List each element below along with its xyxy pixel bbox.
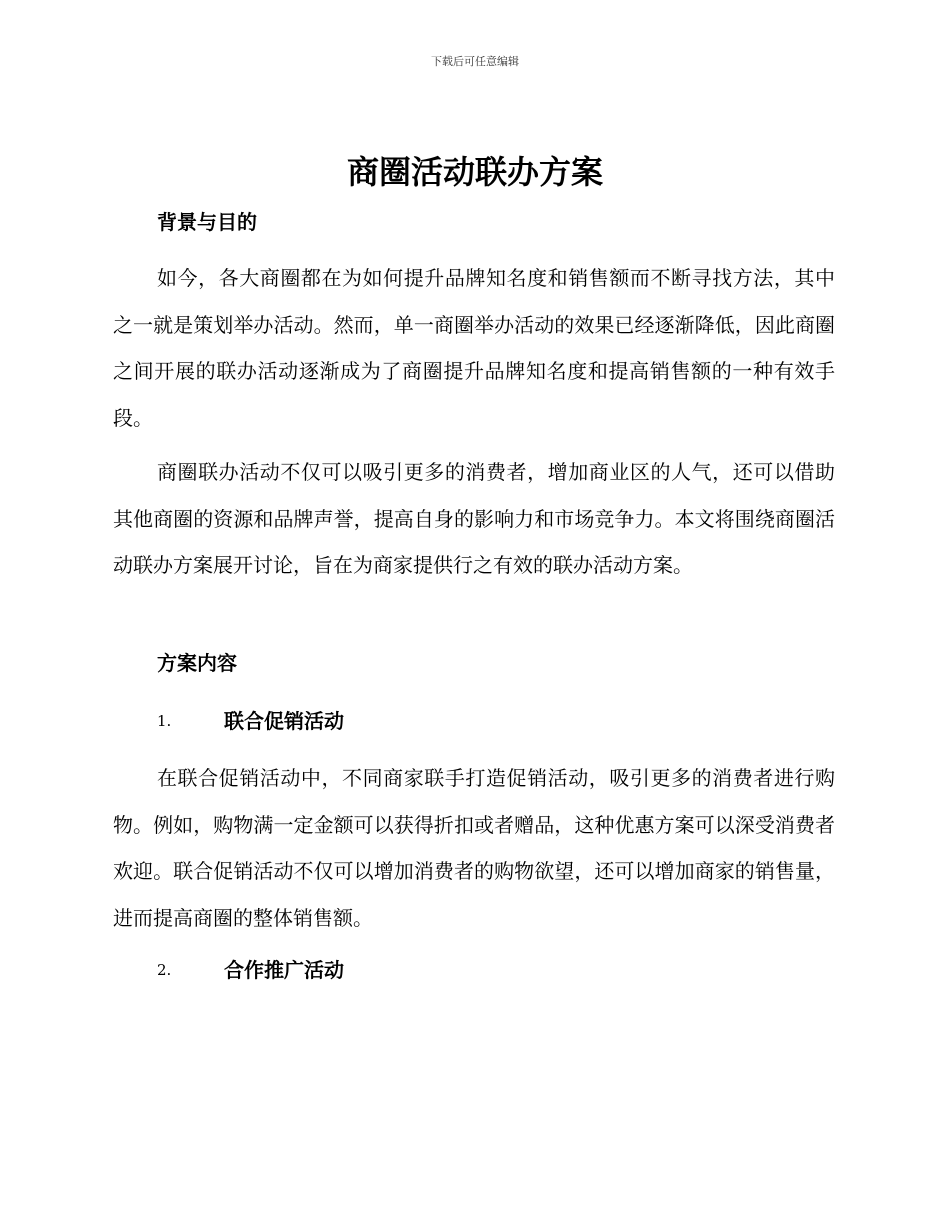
list-item-number: 2. [157,961,172,979]
document-title: 商圈活动联办方案 [346,153,603,191]
section-heading-background: 背景与目的 [157,210,257,234]
list-item-number: 1. [157,712,172,730]
list-item-label: 联合促销活动 [224,709,344,733]
section-heading-plan: 方案内容 [157,651,237,675]
paragraph-background-2: 商圈联办活动不仅可以吸引更多的消费者，增加商业区的人气，还可以借助其他商圈的资源和品牌声誉，提高自身的影响力和市场竞争力。本文将围绕商圈活动联办方案展开讨论，旨在为商家提供行之有效的联办活动方案。 [113,460,835,577]
list-item-label: 合作推广活动 [224,958,344,982]
paragraph-background-1: 如今，各大商圈都在为如何提升品牌知名度和销售额而不断寻找方法，其中之一就是策划举办活动。然而，单一商圈举办活动的效果已经逐渐降低，因此商圈之间开展的联办活动逐渐成为了商圈提升品牌知名度和提高销售额的一种有效手段。 [113,266,835,430]
page-header-note: 下载后可任意编辑 [431,55,519,68]
paragraph-joint-promotion: 在联合促销活动中，不同商家联手打造促销活动，吸引更多的消费者进行购物。例如，购物满一定金额可以获得折扣或者赠品，这种优惠方案可以深受消费者欢迎。联合促销活动不仅可以增加消费者的购物欲望，还可以增加商家的销售量，进而提高商圈的整体销售额。 [113,766,835,930]
